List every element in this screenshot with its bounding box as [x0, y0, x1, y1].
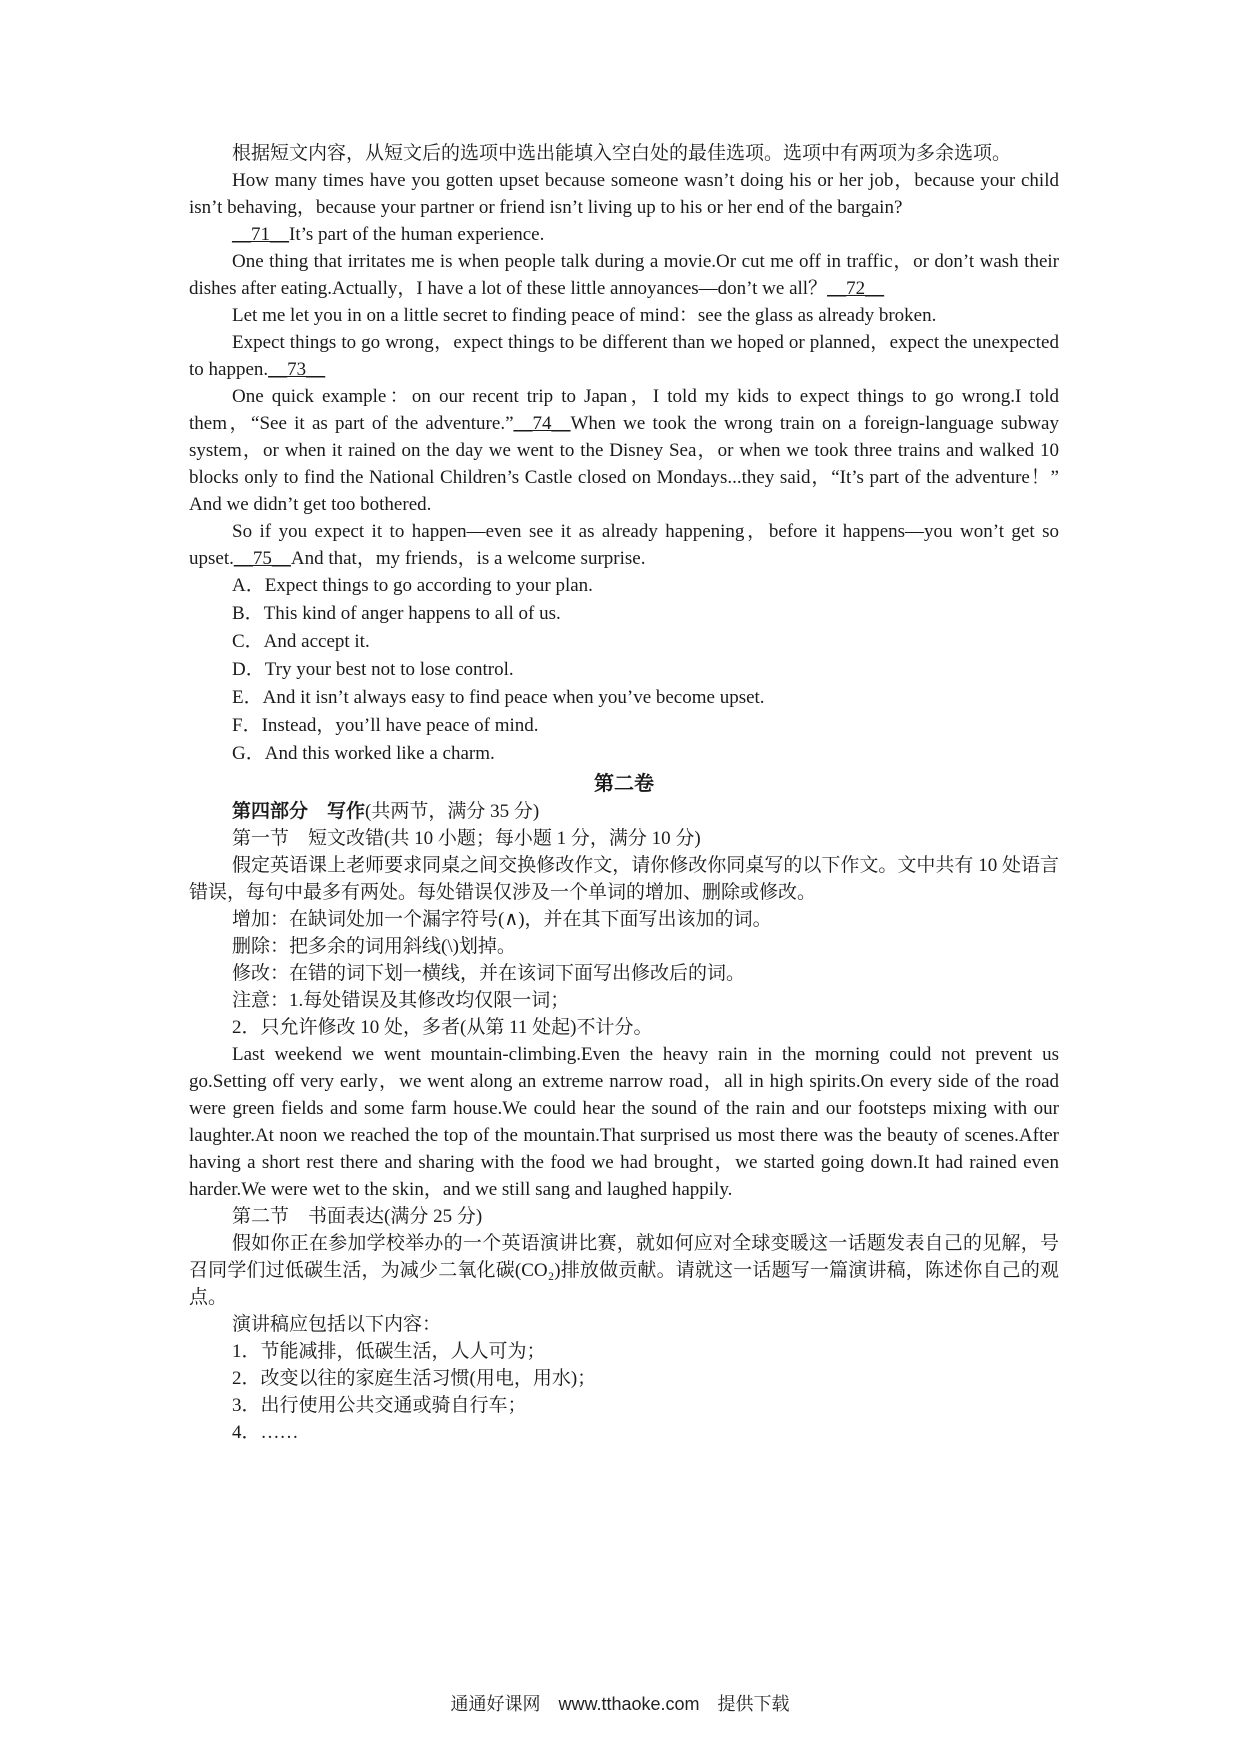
passage-paragraph-5: Expect things to go wrong，expect things to be different than we hoped or planned，expect the unexpected to happen.__73__ [189, 332, 1059, 380]
part4-heading: 第四部分 写作(共两节，满分 35 分) [232, 801, 540, 822]
blank-71[interactable]: __71__ [232, 224, 289, 245]
option-e[interactable]: E．And it isn’t always easy to find peace when you’ve become upset. [232, 687, 765, 708]
note-1: 注意：1.每处错误及其修改均仅限一词； [232, 990, 570, 1011]
option-g[interactable]: G．And this worked like a charm. [232, 743, 495, 764]
content-intro: 演讲稿应包括以下内容： [232, 1314, 442, 1335]
content-item-3: 3．出行使用公共交通或骑自行车； [232, 1395, 527, 1416]
option-b[interactable]: B．This kind of anger happens to all of us. [232, 603, 561, 624]
rule-delete: 删除：把多余的词用斜线(\)划掉。 [232, 936, 516, 957]
document-page [189, 140, 1059, 1446]
blank-74[interactable]: __74__ [513, 413, 571, 434]
rule-modify: 修改：在错的词下划一横线，并在该词下面写出修改后的词。 [232, 963, 746, 984]
essay-text: Last weekend we went mountain-climbing.Even the heavy rain in the morning could not prevent us go.Setting off very early，we went along an extreme narrow road，all in high spirits.On every side of the road were green fields and some farm house.We could hear the sound of the rain and our footsteps mixing with our laughter.At noon we reached the top of the mountain.That surprised us most there was the beauty of scenes.After having a short rest there and sharing with the food we had brought，we started going down.It had rained even harder.We were wet to the skin，and we still sang and laughed happily. [189, 1044, 1059, 1200]
rule-add: 增加：在缺词处加一个漏字符号(∧)，并在其下面写出该加的词。 [232, 909, 772, 930]
section2-heading: 第二节 书面表达(满分 25 分) [232, 1206, 483, 1227]
passage-paragraph-6: One quick example：on our recent trip to Japan，I told my kids to expect things to go wrong.I told them，“See it as part of the adventure.”__74__When we took the wrong train on a foreign-language subway system，or when it rained on the day we went to the Disney Sea，or when we took three trains and walked 10 blocks only to find the National Children’s Castle closed on Mondays...they said，“It’s part of the adventure！” And we didn’t get too bothered. [189, 386, 1059, 515]
volume-title: 第二卷 [594, 773, 654, 795]
options-list [189, 572, 1059, 768]
passage-paragraph-3: One thing that irritates me is when people talk during a movie.Or cut me off in traffic，or don’t wash their dishes after eating.Actually，I have a lot of these little annoyances—don’t we all？__72__ [189, 251, 1059, 299]
blank-72[interactable]: __72__ [827, 278, 885, 299]
content-item-1: 1．节能减排，低碳生活，人人可为； [232, 1341, 546, 1362]
option-a[interactable]: A．Expect things to go according to your plan. [232, 575, 593, 596]
passage-paragraph-4: Let me let you in on a little secret to finding peace of mind：see the glass as already broken. [232, 305, 937, 326]
section2-instructions: 假如你正在参加学校举办的一个英语演讲比赛，就如何应对全球变暖这一话题发表自己的见解，号召同学们过低碳生活，为减少二氧化碳(CO₂)排放做贡献。请就这一话题写一篇演讲稿，陈述你自己的观点。 [189, 1233, 1059, 1308]
note-2: 2．只允许修改 10 处，多者(从第 11 处起)不计分。 [232, 1017, 653, 1038]
reading-instructions: 根据短文内容，从短文后的选项中选出能填入空白处的最佳选项。选项中有两项为多余选项。 [232, 143, 1012, 164]
blank-73[interactable]: __73__ [268, 359, 326, 380]
option-d[interactable]: D．Try your best not to lose control. [232, 659, 514, 680]
blank-75[interactable]: __75__ [233, 548, 291, 569]
section1-heading: 第一节 短文改错(共 10 小题；每小题 1 分，满分 10 分) [232, 828, 701, 849]
option-c[interactable]: C．And accept it. [232, 631, 370, 652]
page-footer: 通通好课网 www.tthaoke.com 提供下载 [450, 1694, 790, 1714]
option-f[interactable]: F．Instead，you’ll have peace of mind. [232, 715, 539, 736]
passage-paragraph-2: __71__It’s part of the human experience. [232, 224, 545, 245]
content-item-4: 4．…… [232, 1422, 299, 1443]
passage-paragraph-7: So if you expect it to happen—even see it as already happening，before it happens—you won’t get so upset.__75__And that，my friends，is a welcome surprise. [189, 521, 1059, 569]
passage-paragraph-1: How many times have you gotten upset because someone wasn’t doing his or her job，because your child isn’t behaving，because your partner or friend isn’t living up to his or her end of the bargain? [189, 170, 1059, 218]
section1-instructions: 假定英语课上老师要求同桌之间交换修改作文，请你修改你同桌写的以下作文。文中共有 10 处语言错误，每句中最多有两处。每处错误仅涉及一个单词的增加、删除或修改。 [189, 855, 1059, 903]
content-item-2: 2．改变以往的家庭生活习惯(用电，用水)； [232, 1368, 597, 1389]
